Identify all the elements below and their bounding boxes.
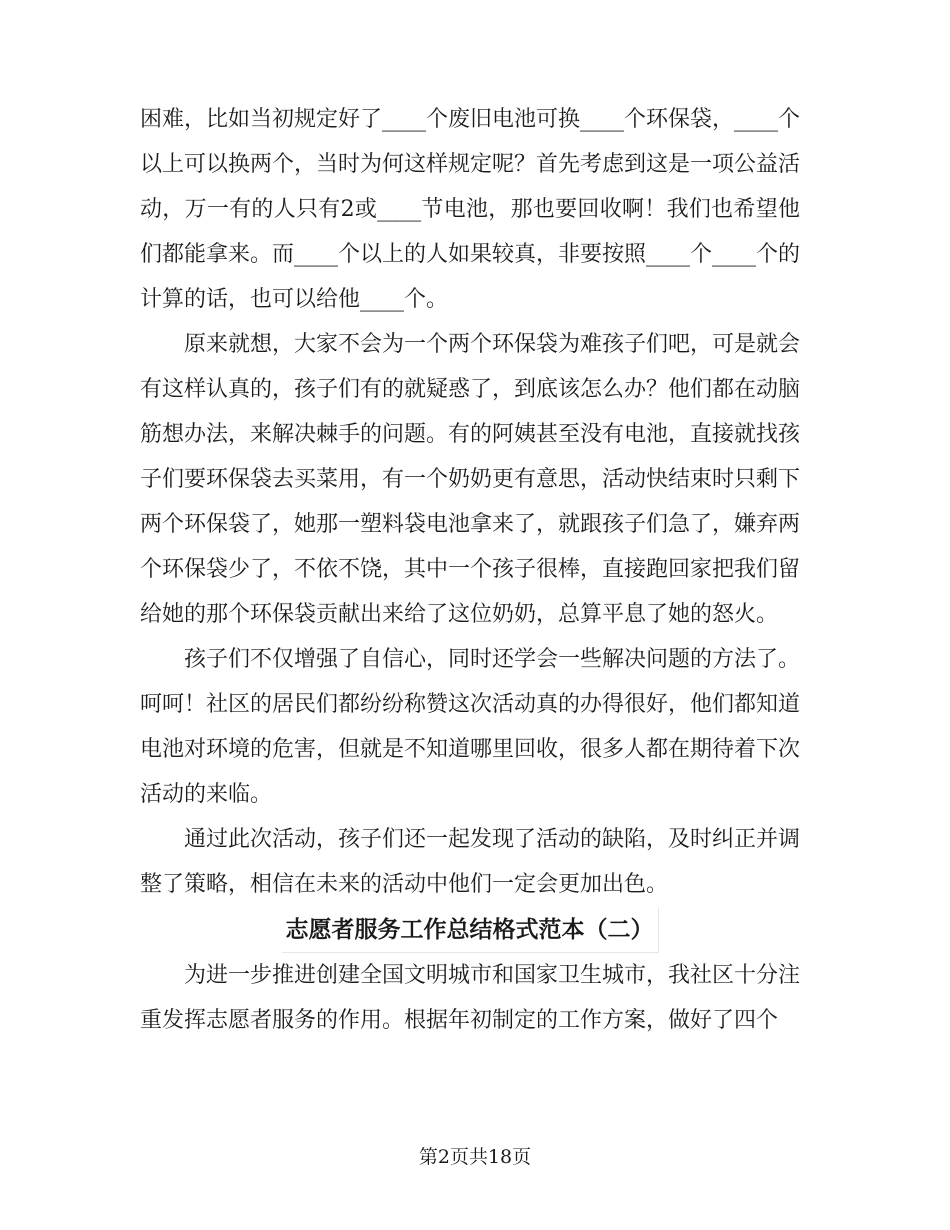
section-heading-text: 志愿者服务工作总结格式范本（二） xyxy=(282,907,659,953)
paragraph-2: 原来就想，大家不会为一个两个环保袋为难孩子们吧，可是就会有这样认真的，孩子们有的就疑惑了，到底该怎么办？他们都在动脑筋想办法，来解决棘手的问题。有的阿姨甚至没有电池，直接就找孩子们要环保袋去买菜用，有一个奶奶更有意思，活动快结束时只剩下两个环保袋了，她那一塑料袋电池拿来了，就跟孩子们急了，嫌弃两个环保袋少了，不依不饶，其中一个孩子很棒，直接跑回家把我们留给她的那个环保袋贡献出来给了这位奶奶，总算平息了她的怒火。 xyxy=(140,332,801,627)
document-body xyxy=(140,97,800,1043)
paragraph-4: 通过此次活动，孩子们还一起发现了活动的缺陷，及时纠正并调整了策略，相信在未来的活动中他们一定会更加出色。 xyxy=(140,827,801,897)
paragraph-3: 孩子们不仅增强了自信心，同时还学会一些解决问题的方法了。呵呵！社区的居民们都纷纷称赞这次活动真的办得很好，他们都知道电池对环境的危害，但就是不知道哪里回收，很多人都在期待着下次活动的来临。 xyxy=(140,647,801,807)
page-number-footer: 第2页共18页 xyxy=(418,1146,532,1168)
section-heading xyxy=(140,907,800,953)
paragraph-1: 困难，比如当初规定好了____个废旧电池可换____个环保袋，____个以上可以换两个，当时为何这样规定呢？首先考虑到这是一项公益活动，万一有的人只有2或____节电池，那也要回收啊！我们也希望他们都能拿来。而____个以上的人如果较真，非要按照____个____个的计算的话，也可以给他____个。 xyxy=(140,107,801,312)
section-paragraph-1: 为进一步推进创建全国文明城市和国家卫生城市，我社区十分注重发挥志愿者服务的作用。根据年初制定的工作方案，做好了四个 xyxy=(140,963,801,1033)
